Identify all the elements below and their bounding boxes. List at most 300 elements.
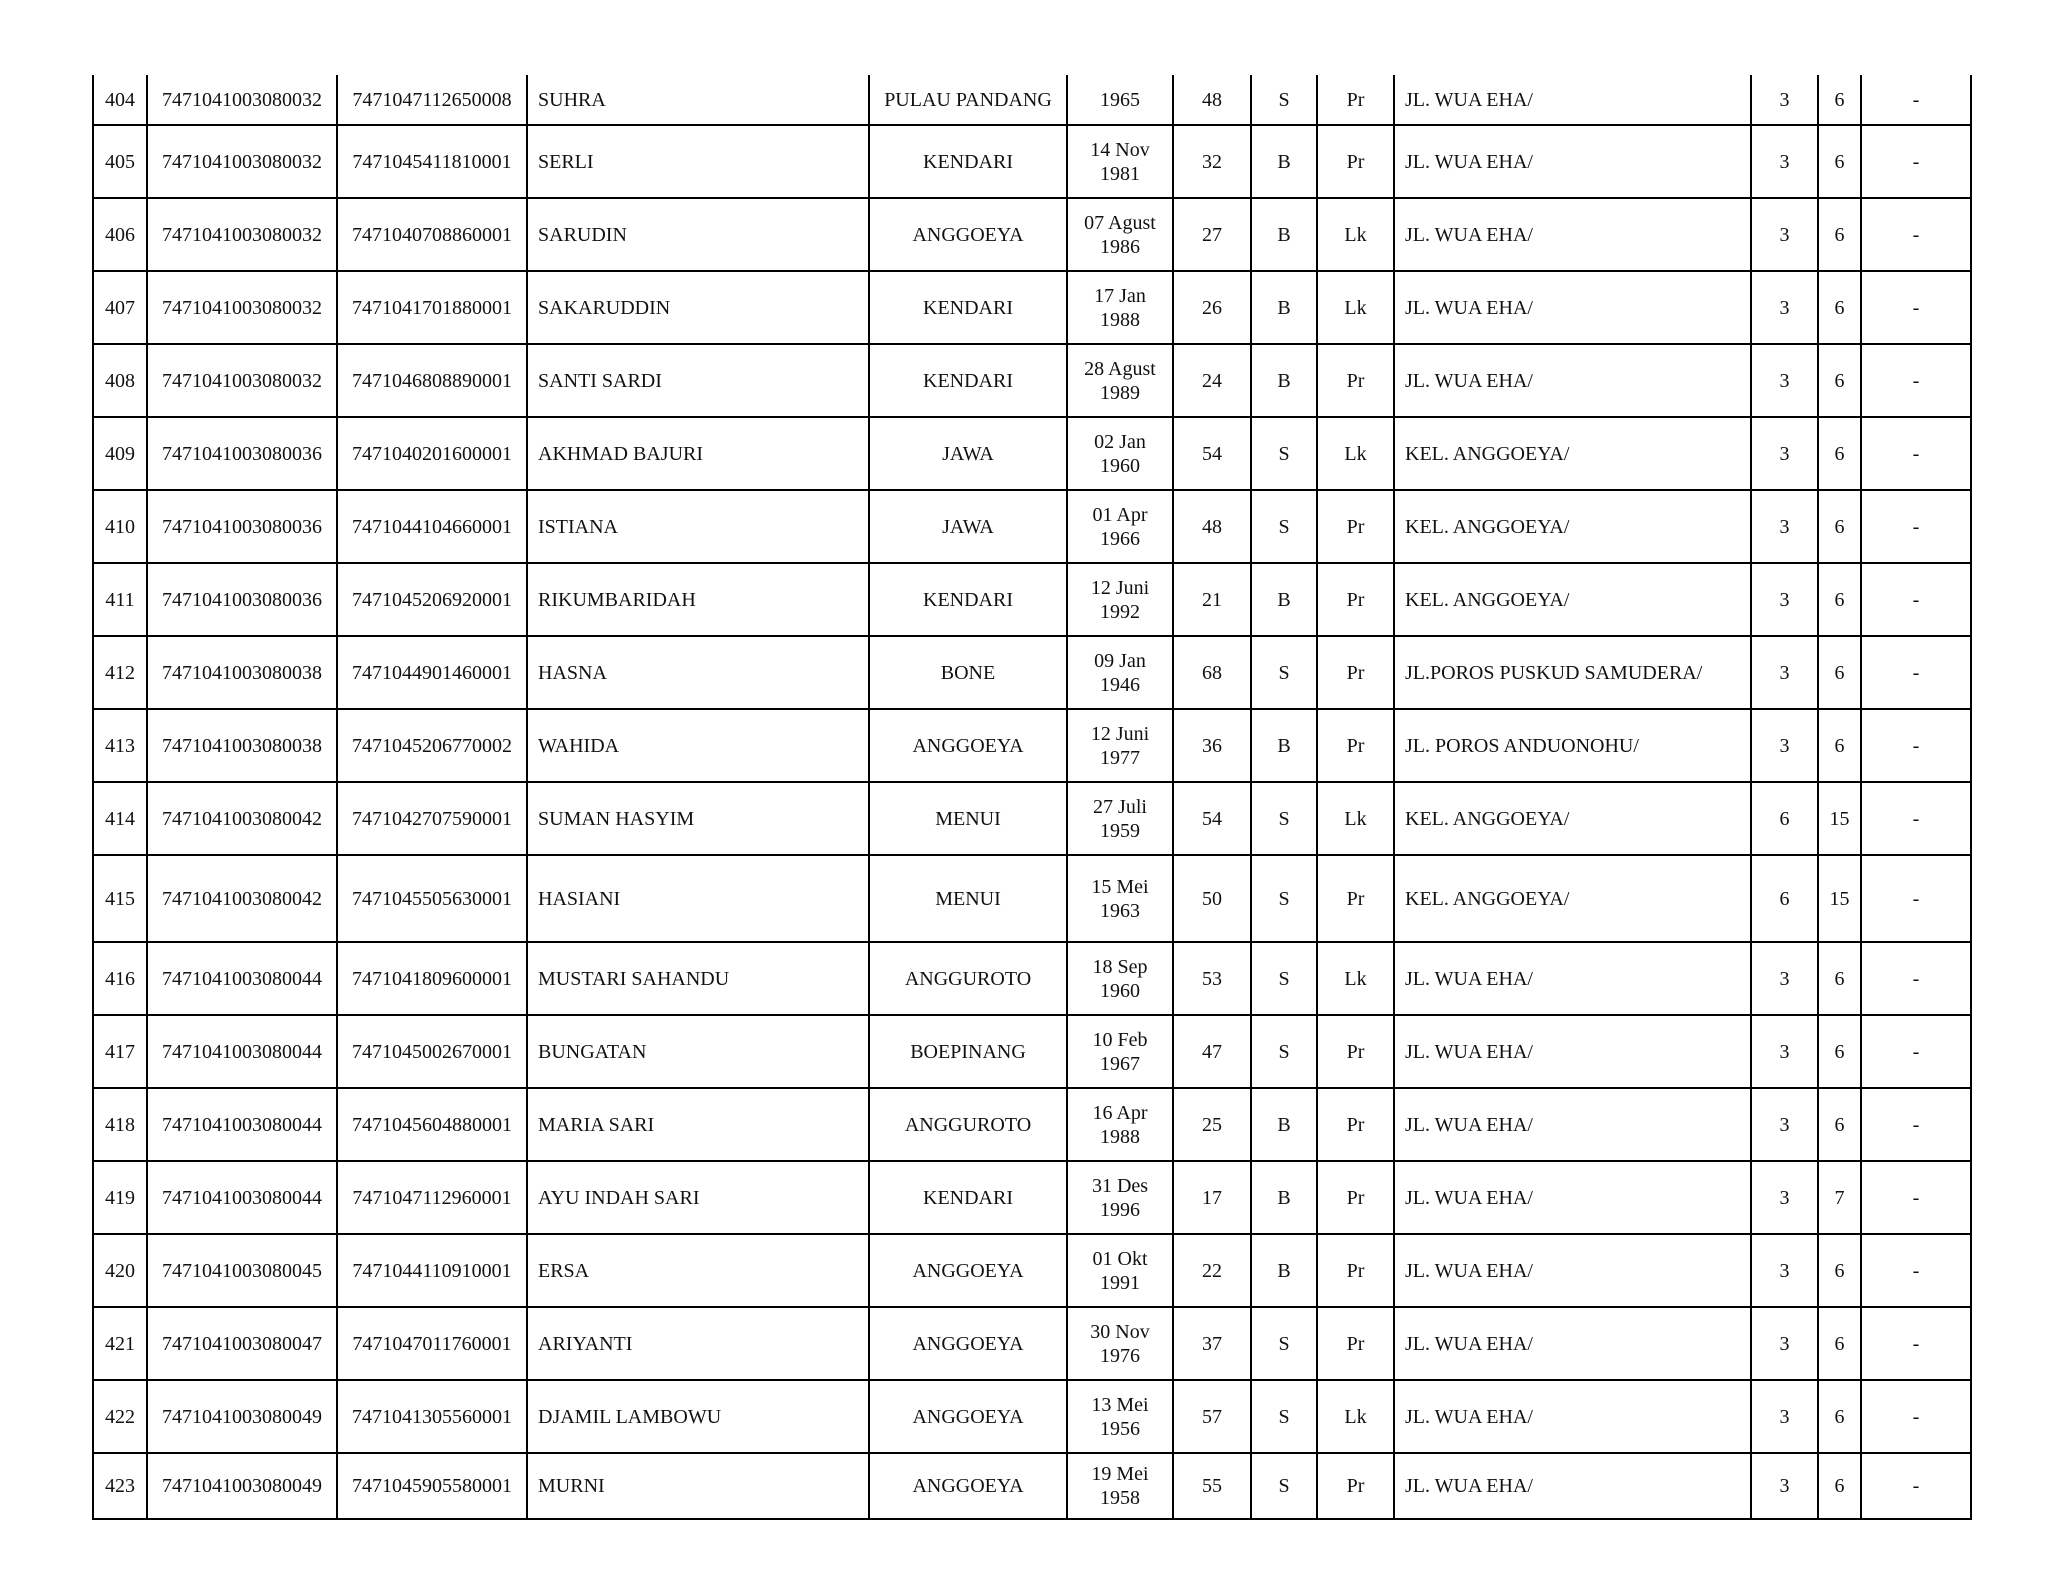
family-card-number-cell: 7471041003080045	[147, 1234, 337, 1307]
birthdate-cell	[1067, 636, 1173, 709]
birthdate-cell	[1067, 782, 1173, 855]
age-cell: 26	[1173, 271, 1251, 344]
address-cell: JL. WUA EHA/	[1394, 75, 1751, 125]
birthdate-cell	[1067, 490, 1173, 563]
resident-name-cell: SAKARUDDIN	[527, 271, 869, 344]
marital-status-cell: S	[1251, 855, 1317, 942]
table-row	[93, 198, 1971, 271]
sex-cell: Pr	[1317, 1453, 1394, 1519]
marital-status-cell: B	[1251, 709, 1317, 782]
table-row	[93, 1161, 1971, 1234]
address-cell: JL. WUA EHA/	[1394, 198, 1751, 271]
birthdate-line: 1960	[1100, 454, 1140, 477]
rt-number-cell: 3	[1751, 198, 1818, 271]
id-number-cell: 7471045206920001	[337, 563, 527, 636]
birthdate-line: 12 Juni	[1090, 722, 1150, 745]
age-cell: 47	[1173, 1015, 1251, 1088]
birthdate-cell	[1067, 942, 1173, 1015]
row-number-cell: 422	[93, 1380, 147, 1453]
rt-number-cell: 3	[1751, 636, 1818, 709]
table-row	[93, 709, 1971, 782]
table-row	[93, 636, 1971, 709]
marital-status-cell: B	[1251, 1234, 1317, 1307]
age-cell: 25	[1173, 1088, 1251, 1161]
sex-cell: Lk	[1317, 1380, 1394, 1453]
rt-number-cell: 3	[1751, 1015, 1818, 1088]
age-cell: 48	[1173, 490, 1251, 563]
rt-number-cell: 3	[1751, 271, 1818, 344]
resident-name-cell: MUSTARI SAHANDU	[527, 942, 869, 1015]
rw-number-cell: 6	[1818, 1234, 1861, 1307]
row-number-cell: 418	[93, 1088, 147, 1161]
sex-cell: Pr	[1317, 709, 1394, 782]
birthdate-line: 1946	[1100, 673, 1140, 696]
resident-name-cell: WAHIDA	[527, 709, 869, 782]
rw-number-cell: 6	[1818, 1380, 1861, 1453]
marital-status-cell: B	[1251, 1161, 1317, 1234]
rw-number-cell: 6	[1818, 636, 1861, 709]
address-cell: JL. WUA EHA/	[1394, 344, 1751, 417]
note-cell: -	[1861, 417, 1971, 490]
birthdate-line: 1991	[1100, 1271, 1140, 1294]
address-cell: JL. POROS ANDUONOHU/	[1394, 709, 1751, 782]
resident-name-cell: HASIANI	[527, 855, 869, 942]
birthdate-line: 1992	[1100, 600, 1140, 623]
id-number-cell: 7471044110910001	[337, 1234, 527, 1307]
birthdate-line: 1988	[1100, 1125, 1140, 1148]
rw-number-cell: 6	[1818, 563, 1861, 636]
rt-number-cell: 3	[1751, 490, 1818, 563]
family-card-number-cell: 7471041003080044	[147, 1161, 337, 1234]
marital-status-cell: S	[1251, 1307, 1317, 1380]
note-cell: -	[1861, 1380, 1971, 1453]
sex-cell: Lk	[1317, 271, 1394, 344]
table-row	[93, 1307, 1971, 1380]
rw-number-cell: 6	[1818, 271, 1861, 344]
birthplace-cell: ANGGOEYA	[869, 1380, 1067, 1453]
resident-name-cell: SUMAN HASYIM	[527, 782, 869, 855]
sex-cell: Lk	[1317, 782, 1394, 855]
birthplace-cell: JAWA	[869, 490, 1067, 563]
resident-name-cell: ISTIANA	[527, 490, 869, 563]
resident-table	[92, 75, 1972, 1520]
note-cell: -	[1861, 1088, 1971, 1161]
address-cell: KEL. ANGGOEYA/	[1394, 782, 1751, 855]
marital-status-cell: B	[1251, 125, 1317, 198]
birthdate-line: 15 Mei	[1091, 875, 1149, 898]
birthplace-cell: KENDARI	[869, 271, 1067, 344]
birthplace-cell: JAWA	[869, 417, 1067, 490]
resident-name-cell: AYU INDAH SARI	[527, 1161, 869, 1234]
birthdate-line: 28 Agust	[1084, 357, 1156, 380]
marital-status-cell: S	[1251, 1380, 1317, 1453]
table-row	[93, 1015, 1971, 1088]
row-number-cell: 404	[93, 75, 147, 125]
id-number-cell: 7471045505630001	[337, 855, 527, 942]
resident-name-cell: SERLI	[527, 125, 869, 198]
rw-number-cell: 15	[1818, 855, 1861, 942]
id-number-cell: 7471040201600001	[337, 417, 527, 490]
sex-cell: Pr	[1317, 490, 1394, 563]
id-number-cell: 7471045411810001	[337, 125, 527, 198]
rt-number-cell: 3	[1751, 417, 1818, 490]
resident-name-cell: SANTI SARDI	[527, 344, 869, 417]
rt-number-cell: 6	[1751, 855, 1818, 942]
rw-number-cell: 6	[1818, 75, 1861, 125]
rt-number-cell: 3	[1751, 709, 1818, 782]
id-number-cell: 7471047112960001	[337, 1161, 527, 1234]
age-cell: 27	[1173, 198, 1251, 271]
rt-number-cell: 3	[1751, 125, 1818, 198]
marital-status-cell: S	[1251, 417, 1317, 490]
rt-number-cell: 3	[1751, 1234, 1818, 1307]
family-card-number-cell: 7471041003080044	[147, 1088, 337, 1161]
birthplace-cell: KENDARI	[869, 125, 1067, 198]
birthdate-line: 1966	[1100, 527, 1140, 550]
birthplace-cell: BONE	[869, 636, 1067, 709]
rt-number-cell: 3	[1751, 75, 1818, 125]
address-cell: JL. WUA EHA/	[1394, 1307, 1751, 1380]
row-number-cell: 416	[93, 942, 147, 1015]
resident-name-cell: SARUDIN	[527, 198, 869, 271]
family-card-number-cell: 7471041003080032	[147, 125, 337, 198]
birthdate-line: 1986	[1100, 235, 1140, 258]
note-cell: -	[1861, 75, 1971, 125]
rw-number-cell: 6	[1818, 942, 1861, 1015]
id-number-cell: 7471041809600001	[337, 942, 527, 1015]
rw-number-cell: 15	[1818, 782, 1861, 855]
id-number-cell: 7471044901460001	[337, 636, 527, 709]
birthdate-line: 17 Jan	[1094, 284, 1146, 307]
marital-status-cell: B	[1251, 344, 1317, 417]
birthdate-line: 1965	[1100, 88, 1140, 111]
address-cell: KEL. ANGGOEYA/	[1394, 855, 1751, 942]
note-cell: -	[1861, 709, 1971, 782]
note-cell: -	[1861, 490, 1971, 563]
address-cell: KEL. ANGGOEYA/	[1394, 490, 1751, 563]
note-cell: -	[1861, 125, 1971, 198]
resident-name-cell: DJAMIL LAMBOWU	[527, 1380, 869, 1453]
birthplace-cell: MENUI	[869, 855, 1067, 942]
address-cell: KEL. ANGGOEYA/	[1394, 563, 1751, 636]
rt-number-cell: 3	[1751, 1088, 1818, 1161]
family-card-number-cell: 7471041003080036	[147, 563, 337, 636]
sex-cell: Pr	[1317, 344, 1394, 417]
family-card-number-cell: 7471041003080032	[147, 75, 337, 125]
family-card-number-cell: 7471041003080049	[147, 1453, 337, 1519]
birthdate-line: 1967	[1100, 1052, 1140, 1075]
birthdate-line: 01 Apr	[1092, 503, 1148, 526]
birthdate-line: 12 Juni	[1090, 576, 1150, 599]
id-number-cell: 7471040708860001	[337, 198, 527, 271]
birthdate-cell	[1067, 271, 1173, 344]
address-cell: JL. WUA EHA/	[1394, 942, 1751, 1015]
rw-number-cell: 6	[1818, 1453, 1861, 1519]
birthdate-line: 1963	[1100, 899, 1140, 922]
rt-number-cell: 6	[1751, 782, 1818, 855]
birthplace-cell: ANGGOEYA	[869, 1307, 1067, 1380]
birthdate-line: 10 Feb	[1092, 1028, 1148, 1051]
row-number-cell: 408	[93, 344, 147, 417]
birthdate-cell	[1067, 198, 1173, 271]
note-cell: -	[1861, 1307, 1971, 1380]
age-cell: 54	[1173, 417, 1251, 490]
birthplace-cell: MENUI	[869, 782, 1067, 855]
birthdate-line: 27 Juli	[1093, 795, 1147, 818]
address-cell: JL. WUA EHA/	[1394, 1380, 1751, 1453]
id-number-cell: 7471047112650008	[337, 75, 527, 125]
sex-cell: Lk	[1317, 942, 1394, 1015]
id-number-cell: 7471047011760001	[337, 1307, 527, 1380]
rw-number-cell: 6	[1818, 1088, 1861, 1161]
birthplace-cell: KENDARI	[869, 563, 1067, 636]
rw-number-cell: 6	[1818, 417, 1861, 490]
note-cell: -	[1861, 1015, 1971, 1088]
family-card-number-cell: 7471041003080044	[147, 1015, 337, 1088]
id-number-cell: 7471044104660001	[337, 490, 527, 563]
birthdate-line: 1981	[1100, 162, 1140, 185]
age-cell: 24	[1173, 344, 1251, 417]
birthdate-cell	[1067, 344, 1173, 417]
row-number-cell: 412	[93, 636, 147, 709]
row-number-cell: 423	[93, 1453, 147, 1519]
birthdate-line: 1959	[1100, 819, 1140, 842]
birthdate-line: 01 Okt	[1092, 1247, 1148, 1270]
note-cell: -	[1861, 942, 1971, 1015]
row-number-cell: 409	[93, 417, 147, 490]
age-cell: 32	[1173, 125, 1251, 198]
rt-number-cell: 3	[1751, 1307, 1818, 1380]
family-card-number-cell: 7471041003080047	[147, 1307, 337, 1380]
birthdate-cell	[1067, 1161, 1173, 1234]
table-row	[93, 344, 1971, 417]
table-row	[93, 125, 1971, 198]
note-cell: -	[1861, 1453, 1971, 1519]
age-cell: 54	[1173, 782, 1251, 855]
rw-number-cell: 6	[1818, 490, 1861, 563]
birthdate-line: 18 Sep	[1092, 955, 1148, 978]
marital-status-cell: B	[1251, 563, 1317, 636]
table-row	[93, 1088, 1971, 1161]
resident-name-cell: ERSA	[527, 1234, 869, 1307]
sex-cell: Pr	[1317, 636, 1394, 709]
id-number-cell: 7471041305560001	[337, 1380, 527, 1453]
family-card-number-cell: 7471041003080049	[147, 1380, 337, 1453]
resident-name-cell: AKHMAD BAJURI	[527, 417, 869, 490]
birthplace-cell: KENDARI	[869, 344, 1067, 417]
row-number-cell: 419	[93, 1161, 147, 1234]
birthdate-line: 1988	[1100, 308, 1140, 331]
row-number-cell: 413	[93, 709, 147, 782]
birthdate-line: 07 Agust	[1084, 211, 1156, 234]
note-cell: -	[1861, 563, 1971, 636]
birthdate-cell	[1067, 1015, 1173, 1088]
row-number-cell: 417	[93, 1015, 147, 1088]
row-number-cell: 415	[93, 855, 147, 942]
birthdate-cell	[1067, 1088, 1173, 1161]
birthplace-cell: PULAU PANDANG	[869, 75, 1067, 125]
marital-status-cell: B	[1251, 1088, 1317, 1161]
sex-cell: Pr	[1317, 563, 1394, 636]
row-number-cell: 411	[93, 563, 147, 636]
marital-status-cell: S	[1251, 490, 1317, 563]
row-number-cell: 406	[93, 198, 147, 271]
table-row	[93, 417, 1971, 490]
address-cell: JL. WUA EHA/	[1394, 1088, 1751, 1161]
birthdate-line: 19 Mei	[1091, 1463, 1149, 1485]
birthdate-line: 1958	[1100, 1487, 1140, 1509]
address-cell: JL. WUA EHA/	[1394, 1453, 1751, 1519]
resident-name-cell: SUHRA	[527, 75, 869, 125]
birthplace-cell: ANGGOEYA	[869, 1453, 1067, 1519]
rw-number-cell: 6	[1818, 1307, 1861, 1380]
marital-status-cell: S	[1251, 636, 1317, 709]
address-cell: JL. WUA EHA/	[1394, 1161, 1751, 1234]
table-row	[93, 855, 1971, 942]
table-row	[93, 942, 1971, 1015]
birthdate-line: 14 Nov	[1090, 138, 1150, 161]
note-cell: -	[1861, 344, 1971, 417]
table-row	[93, 1453, 1971, 1519]
birthdate-cell	[1067, 855, 1173, 942]
id-number-cell: 7471045604880001	[337, 1088, 527, 1161]
birthdate-line: 1989	[1100, 381, 1140, 404]
table-row	[93, 271, 1971, 344]
rt-number-cell: 3	[1751, 1380, 1818, 1453]
address-cell: JL. WUA EHA/	[1394, 125, 1751, 198]
note-cell: -	[1861, 855, 1971, 942]
age-cell: 57	[1173, 1380, 1251, 1453]
age-cell: 50	[1173, 855, 1251, 942]
birthdate-line: 30 Nov	[1090, 1320, 1150, 1343]
note-cell: -	[1861, 1161, 1971, 1234]
rt-number-cell: 3	[1751, 563, 1818, 636]
marital-status-cell: S	[1251, 1015, 1317, 1088]
family-card-number-cell: 7471041003080038	[147, 709, 337, 782]
birthdate-cell	[1067, 417, 1173, 490]
row-number-cell: 410	[93, 490, 147, 563]
table-row	[93, 782, 1971, 855]
sex-cell: Pr	[1317, 1088, 1394, 1161]
marital-status-cell: S	[1251, 942, 1317, 1015]
marital-status-cell: S	[1251, 75, 1317, 125]
id-number-cell: 7471042707590001	[337, 782, 527, 855]
birthdate-line: 09 Jan	[1094, 649, 1146, 672]
address-cell: JL. WUA EHA/	[1394, 271, 1751, 344]
age-cell: 22	[1173, 1234, 1251, 1307]
sex-cell: Pr	[1317, 1234, 1394, 1307]
rw-number-cell: 6	[1818, 1015, 1861, 1088]
rw-number-cell: 7	[1818, 1161, 1861, 1234]
sex-cell: Pr	[1317, 1161, 1394, 1234]
note-cell: -	[1861, 782, 1971, 855]
rt-number-cell: 3	[1751, 344, 1818, 417]
address-cell: KEL. ANGGOEYA/	[1394, 417, 1751, 490]
birthplace-cell: ANGGOEYA	[869, 198, 1067, 271]
birthplace-cell: ANGGUROTO	[869, 942, 1067, 1015]
birthplace-cell: BOEPINANG	[869, 1015, 1067, 1088]
resident-name-cell: MARIA SARI	[527, 1088, 869, 1161]
row-number-cell: 405	[93, 125, 147, 198]
birthplace-cell: KENDARI	[869, 1161, 1067, 1234]
birthdate-cell	[1067, 1453, 1173, 1519]
birthplace-cell: ANGGUROTO	[869, 1088, 1067, 1161]
family-card-number-cell: 7471041003080044	[147, 942, 337, 1015]
birthdate-cell	[1067, 1380, 1173, 1453]
age-cell: 21	[1173, 563, 1251, 636]
id-number-cell: 7471046808890001	[337, 344, 527, 417]
marital-status-cell: S	[1251, 1453, 1317, 1519]
sex-cell: Pr	[1317, 855, 1394, 942]
note-cell: -	[1861, 271, 1971, 344]
marital-status-cell: B	[1251, 198, 1317, 271]
table-row	[93, 490, 1971, 563]
family-card-number-cell: 7471041003080042	[147, 855, 337, 942]
note-cell: -	[1861, 198, 1971, 271]
row-number-cell: 421	[93, 1307, 147, 1380]
family-card-number-cell: 7471041003080032	[147, 344, 337, 417]
resident-name-cell: MURNI	[527, 1453, 869, 1519]
birthplace-cell: ANGGOEYA	[869, 709, 1067, 782]
address-cell: JL.POROS PUSKUD SAMUDERA/	[1394, 636, 1751, 709]
birthdate-line: 1976	[1100, 1344, 1140, 1367]
age-cell: 53	[1173, 942, 1251, 1015]
resident-name-cell: RIKUMBARIDAH	[527, 563, 869, 636]
note-cell: -	[1861, 636, 1971, 709]
rt-number-cell: 3	[1751, 1161, 1818, 1234]
birthdate-line: 31 Des	[1091, 1174, 1149, 1197]
birthplace-cell: ANGGOEYA	[869, 1234, 1067, 1307]
family-card-number-cell: 7471041003080042	[147, 782, 337, 855]
age-cell: 36	[1173, 709, 1251, 782]
family-card-number-cell: 7471041003080032	[147, 271, 337, 344]
resident-name-cell: HASNA	[527, 636, 869, 709]
birthdate-cell	[1067, 1234, 1173, 1307]
table-row	[93, 1234, 1971, 1307]
family-card-number-cell: 7471041003080036	[147, 417, 337, 490]
sex-cell: Pr	[1317, 1015, 1394, 1088]
address-cell: JL. WUA EHA/	[1394, 1234, 1751, 1307]
resident-name-cell: ARIYANTI	[527, 1307, 869, 1380]
birthdate-cell	[1067, 125, 1173, 198]
sex-cell: Pr	[1317, 75, 1394, 125]
address-cell: JL. WUA EHA/	[1394, 1015, 1751, 1088]
row-number-cell: 414	[93, 782, 147, 855]
birthdate-cell	[1067, 709, 1173, 782]
rw-number-cell: 6	[1818, 709, 1861, 782]
age-cell: 48	[1173, 75, 1251, 125]
rw-number-cell: 6	[1818, 344, 1861, 417]
age-cell: 37	[1173, 1307, 1251, 1380]
rt-number-cell: 3	[1751, 942, 1818, 1015]
id-number-cell: 7471045206770002	[337, 709, 527, 782]
marital-status-cell: B	[1251, 271, 1317, 344]
birthdate-line: 02 Jan	[1094, 430, 1146, 453]
family-card-number-cell: 7471041003080036	[147, 490, 337, 563]
age-cell: 17	[1173, 1161, 1251, 1234]
sex-cell: Pr	[1317, 125, 1394, 198]
id-number-cell: 7471041701880001	[337, 271, 527, 344]
birthdate-line: 13 Mei	[1091, 1393, 1149, 1416]
table-row	[93, 75, 1971, 125]
table-row	[93, 1380, 1971, 1453]
age-cell: 68	[1173, 636, 1251, 709]
family-card-number-cell: 7471041003080032	[147, 198, 337, 271]
marital-status-cell: S	[1251, 782, 1317, 855]
rt-number-cell: 3	[1751, 1453, 1818, 1519]
table-row	[93, 563, 1971, 636]
birthdate-line: 1977	[1100, 746, 1140, 769]
